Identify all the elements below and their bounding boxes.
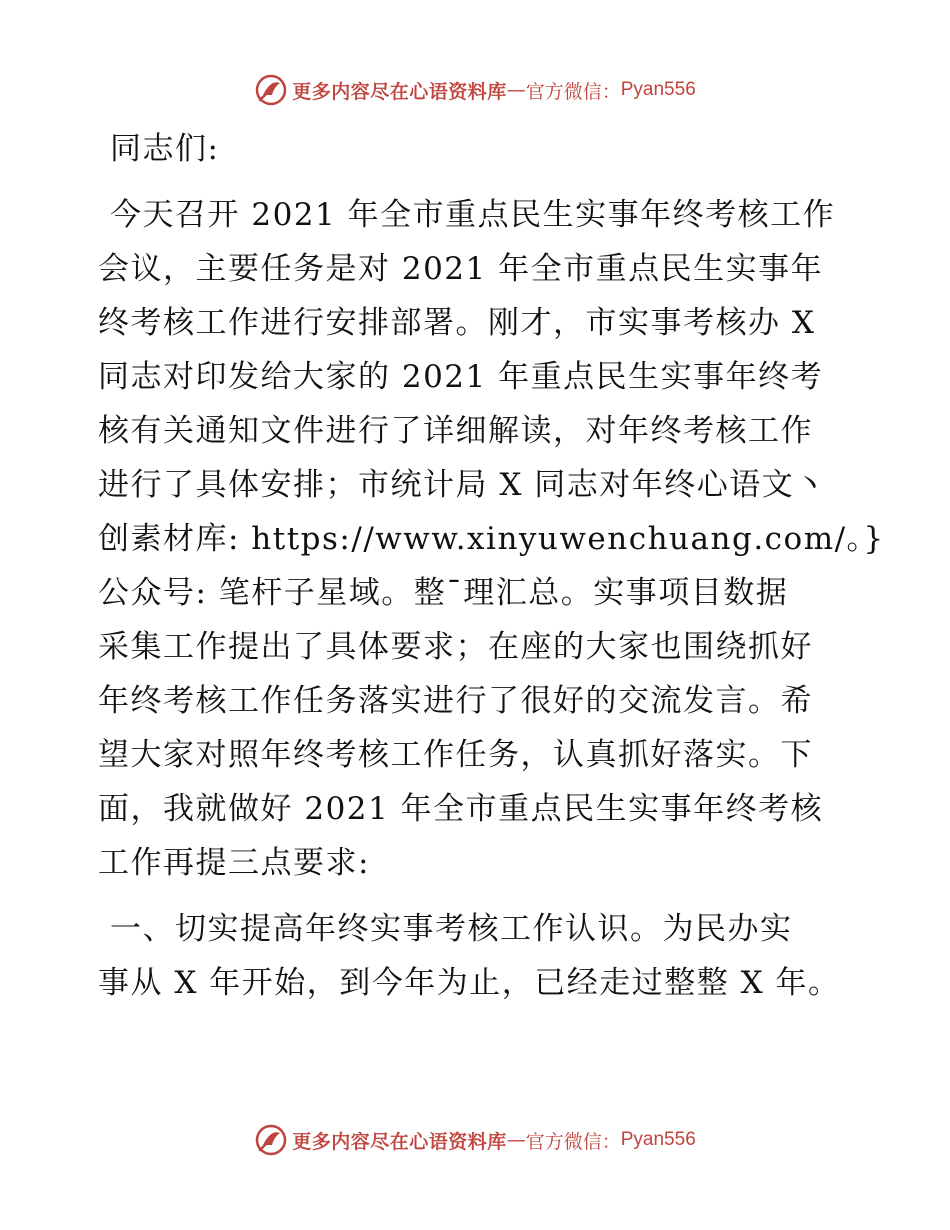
text-line: 面，我就做好 2021 年全市重点民生实事年终考核 [98,791,824,827]
text-line: 公众号: 笔杆子星域。整¯理汇总。实事项目数据 [98,575,789,611]
footer-banner [0,1120,950,1160]
banner-wechat-id: Pyan556 [620,79,696,100]
paragraph-1 [98,188,885,890]
text-line: 终考核工作进行安排部署。刚才，市实事考核办 X [98,305,816,341]
salutation: 同志们: [110,131,220,167]
banner-wechat-id: Pyan556 [620,1129,696,1150]
banner-separator: — [506,1129,526,1151]
text-line: 工作再提三点要求: [98,845,370,881]
logo-icon [254,73,288,107]
header-banner [0,70,950,110]
text-line: 会议，主要任务是对 2021 年全市重点民生实事年 [98,251,824,287]
document-body [98,122,885,1010]
text-line: 今天召开 2021 年全市重点民生实事年终考核工作 [110,197,836,233]
text-line: 核有关通知文件进行了详细解读，对年终考核工作 [98,413,813,449]
text-line: 一、切实提高年终实事考核工作认识。为民办实 [110,911,793,947]
text-line: 创素材库: https://www.xinyuwenchuang.com/。} [98,521,885,557]
text-line: 采集工作提出了具体要求；在座的大家也围绕抓好 [98,629,813,665]
text-line: 望大家对照年终考核工作任务，认真抓好落实。下 [98,737,813,773]
text-line: 年终考核工作任务落实进行了很好的交流发言。希 [98,683,813,719]
logo-icon [254,1123,288,1157]
text-line: 同志对印发给大家的 2021 年重点民生实事年终考 [98,359,824,395]
banner-text: 更多内容尽在心语资料库 [292,80,507,103]
banner-wechat-label: 官方微信： [525,80,621,103]
text-line: 进行了具体安排；市统计局 X 同志对年终心语文丶 [98,467,827,503]
banner-text: 更多内容尽在心语资料库 [292,1130,507,1153]
text-line: 事从 X 年开始，到今年为止，已经走过整整 X 年。 [98,965,841,1001]
paragraph-2 [98,902,858,1010]
banner-wechat-label: 官方微信： [525,1130,621,1153]
banner-separator: — [506,79,526,101]
